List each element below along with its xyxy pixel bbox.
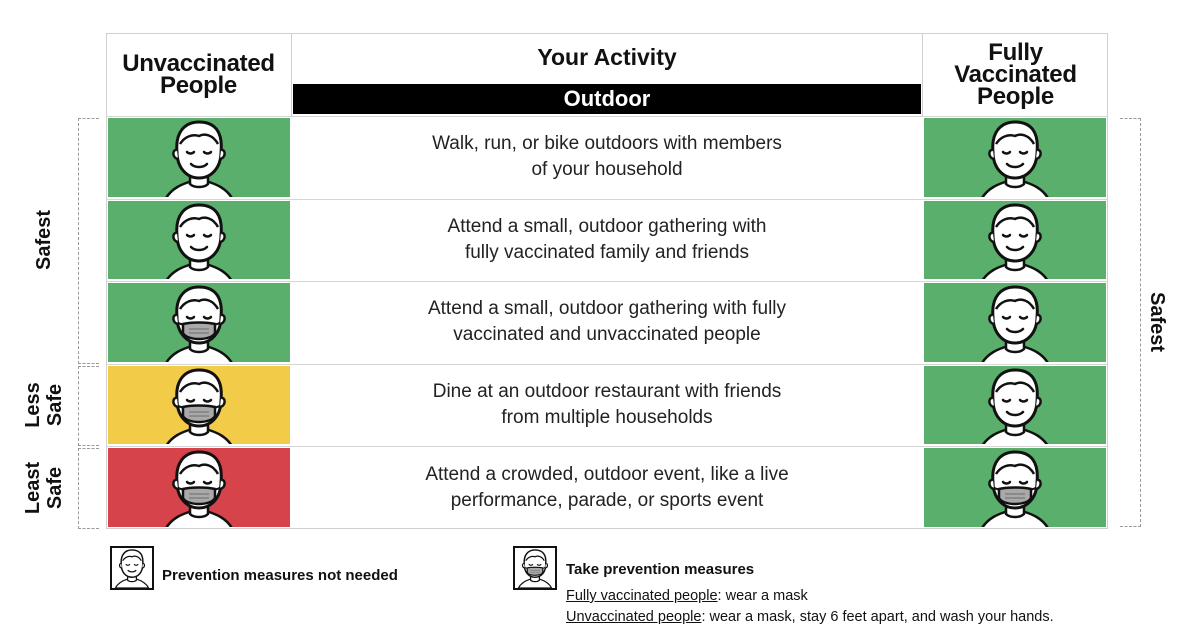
vaccinated-risk-cell: [923, 117, 1107, 198]
legend-take-measures-label: Take prevention measures: [566, 561, 755, 578]
vaccinated-risk-cell: [923, 200, 1107, 281]
zone-label: Safest: [33, 209, 55, 270]
no-mask-face-icon: [977, 201, 1053, 281]
unvaccinated-risk-cell: [107, 282, 291, 363]
activity-description: Dine at an outdoor restaurant with friends from multiple households: [432, 381, 782, 429]
zone-label: Less Safe: [22, 382, 66, 428]
legend-vaccinated-text: : wear a mask: [717, 588, 808, 604]
legend-unvaccinated-text: : wear a mask, stay 6 feet apart, and wash your hands.: [701, 609, 1054, 625]
zone-bracket: [78, 118, 99, 364]
mask-face-icon: [515, 548, 555, 588]
no-mask-face-icon: [977, 366, 1053, 446]
unvaccinated-column-header: Unvaccinated People: [106, 33, 292, 116]
unvaccinated-risk-cell: [107, 200, 291, 281]
activity-column-header: Your Activity: [537, 44, 677, 70]
unvaccinated-risk-cell: [107, 365, 291, 446]
activity-description: Walk, run, or bike outdoors with members of your household: [432, 133, 782, 181]
unvaccinated-risk-cell: [107, 117, 291, 198]
zone-label: Safest: [1146, 291, 1168, 352]
legend-unvaccinated-note: [566, 609, 1054, 625]
zone-label: Least Safe: [22, 461, 66, 514]
no-mask-face-icon: [161, 118, 237, 198]
mask-face-icon: [161, 283, 237, 363]
zone-bracket: [1120, 118, 1141, 527]
mask-face-icon: [513, 546, 557, 590]
legend-unvaccinated-link: Unvaccinated people: [566, 609, 702, 625]
unvaccinated-risk-cell: [107, 447, 291, 528]
no-mask-face-icon: [161, 201, 237, 281]
vaccinated-column-header: Fully Vaccinated People: [922, 33, 1108, 116]
mask-face-icon: [161, 448, 237, 528]
setting-banner: Outdoor: [293, 84, 921, 114]
vaccinated-risk-cell: [923, 282, 1107, 363]
activity-description: Attend a crowded, outdoor event, like a live performance, parade, or sports event: [425, 463, 789, 511]
no-mask-face-icon: [112, 548, 152, 588]
mask-face-icon: [977, 448, 1053, 528]
vaccinated-risk-cell: [923, 447, 1107, 528]
vaccinated-risk-cell: [923, 365, 1107, 446]
legend-vaccinated-link: Fully vaccinated people: [566, 588, 718, 604]
legend-no-measures-label: Prevention measures not needed: [162, 567, 398, 584]
no-mask-face-icon: [110, 546, 154, 590]
no-mask-face-icon: [977, 283, 1053, 363]
zone-bracket: [78, 448, 99, 529]
zone-bracket: [78, 366, 99, 447]
no-mask-face-icon: [977, 118, 1053, 198]
activity-description: Attend a small, outdoor gathering with fully vaccinated family and friends: [447, 215, 767, 263]
legend-vaccinated-note: [566, 588, 808, 604]
activity-description: Attend a small, outdoor gathering with fully vaccinated and unvaccinated people: [427, 298, 787, 346]
mask-face-icon: [161, 366, 237, 446]
